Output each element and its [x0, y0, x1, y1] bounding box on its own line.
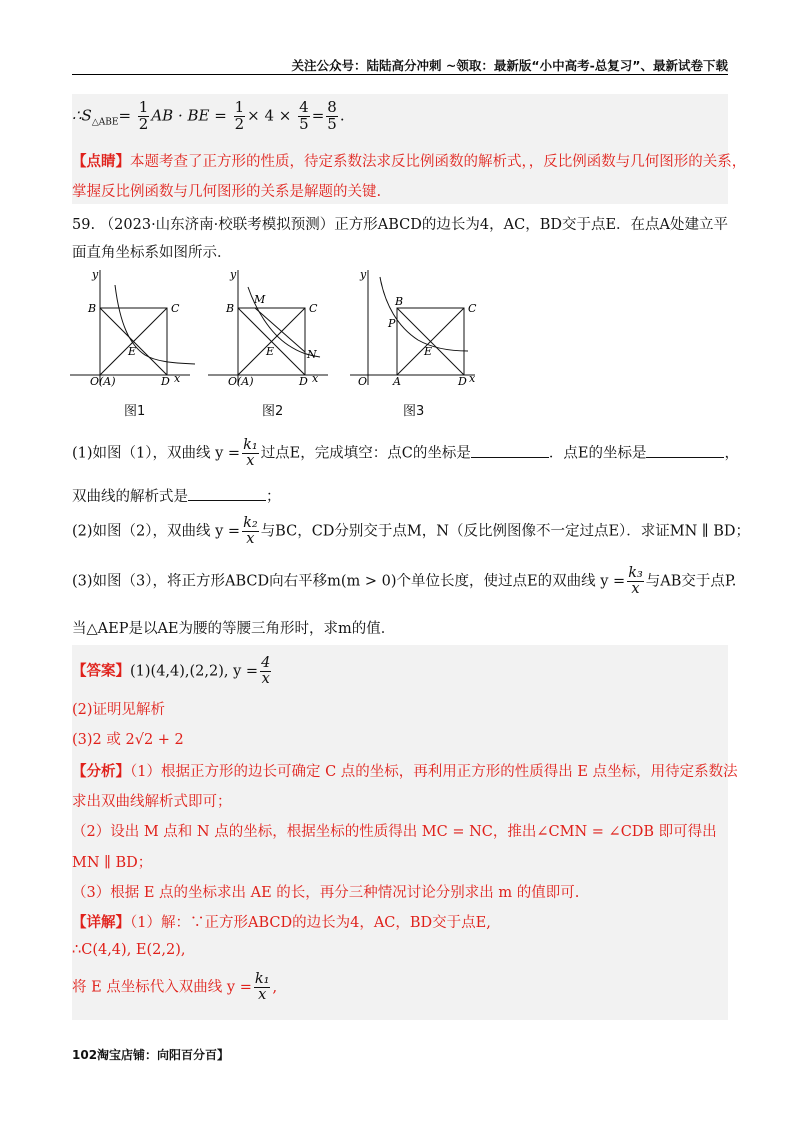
analysis-2b: MN ∥ BD；: [72, 855, 153, 871]
answer-2: (2)证明见解析: [72, 702, 166, 718]
fig1-label-c: C: [171, 302, 180, 315]
question-1-continued: 双曲线的解析式是 ；: [72, 485, 281, 506]
analysis-1b: 求出双曲线解析式即可；: [72, 794, 232, 810]
fig3-label-p: P: [388, 317, 396, 330]
answer-1: 【答案】(1)(4,4),(2,2), y = $\frac{4}{x}$: [72, 655, 271, 688]
answer-3: (3)2 或 2√2 + 2: [72, 732, 184, 748]
analysis-3: （3）根据 E 点的坐标求出 AE 的长，再分三种情况讨论分别求出 m 的值即可.: [72, 885, 580, 901]
figure-3: [350, 265, 480, 390]
problem-line-2: 面直角坐标系如图所示．: [72, 245, 232, 261]
blank-hyperbola-expression[interactable]: [188, 486, 266, 501]
fig2-label-oa: O(A): [228, 375, 254, 388]
fig1-label-x: x: [174, 372, 181, 385]
analysis-1a: 【分析】（1）根据正方形的边长可确定 C 点的坐标，再利用正方形的性质得出 E 点坐标，用待定系数法: [72, 763, 738, 780]
question-1: (1)如图（1），双曲线 y = $\frac{\text{k₁}}{x}$ 过点E，完成填空：点C的坐标是 ．点E的坐标是 ，: [72, 437, 739, 470]
fig1-label-y: y: [92, 268, 99, 281]
figure-2: [208, 265, 338, 390]
fig2-label-x: x: [312, 372, 319, 385]
caption-fig-1: 图1: [124, 404, 146, 419]
caption-fig-2: 图2: [262, 404, 284, 419]
comment-line-2: 掌握反比例函数与几何图形的关系是解题的关键.: [72, 184, 382, 200]
area-formula: $\therefore S_{\triangle ABE}=$ $\frac{1}{2}$ AB · BE = $\frac{1}{2}$ × 4 × $\frac{4}{5}$ = $\frac{8}{5}$ .: [72, 98, 345, 133]
question-3: (3)如图（3），将正方形ABCD向右平移m(m > 0)个单位长度，使过点E的双曲线 y = $\frac{\text{k₃}}{x}$ 与AB交于点P.: [72, 565, 737, 598]
caption-fig-3: 图3: [403, 404, 425, 419]
detail-3: 将 E 点坐标代入双曲线 y = $\frac{\text{k₁}}{x}$ ,: [72, 971, 278, 1004]
fig1-label-d: D: [161, 375, 170, 388]
question-3-continued: 当△AEP是以AE为腰的等腰三角形时，求m的值．: [72, 621, 396, 637]
fig1-label-e: E: [128, 345, 137, 358]
fig1-label-oa: O(A): [90, 375, 116, 388]
detail-1: 【详解】（1）解：∵正方形ABCD的边长为4，AC，BD交于点E,: [72, 914, 491, 931]
fig3-label-b: B: [395, 295, 404, 308]
blank-e-coordinate[interactable]: [646, 443, 724, 458]
question-2: (2)如图（2），双曲线 y = $\frac{\text{k₂}}{x}$ 与BC，CD分别交于点M，N（反比例图像不一定过点E）．求证MN ∥ BD；: [72, 515, 751, 548]
fig3-label-y: y: [360, 268, 367, 281]
header-text: 关注公众号：陆陆高分冲刺 ~领取：最新版“小中高考-总复习”、最新试卷下载: [291, 58, 728, 73]
fig2-label-b: B: [226, 302, 235, 315]
fig2-label-e: E: [266, 345, 275, 358]
fig2-label-d: D: [299, 375, 308, 388]
comment-line-1: 【点睛】本题考查了正方形的性质，待定系数法求反比例函数的解析式，，反比例函数与几何图形的关系，: [72, 153, 747, 170]
fig3-label-x: x: [469, 372, 476, 385]
fig1-label-b: B: [88, 302, 97, 315]
fig3-label-d: D: [458, 375, 467, 388]
page-footer: 102淘宝店铺：向阳百分百】: [72, 1048, 230, 1062]
fig2-label-n: N: [307, 348, 317, 361]
page-header: [72, 56, 728, 75]
fig2-label-m: M: [254, 293, 266, 306]
fig2-label-c: C: [309, 302, 318, 315]
fig3-label-a: A: [393, 375, 401, 388]
detail-2: ∴C(4,4), E(2,2),: [72, 942, 186, 958]
analysis-2a: （2）设出 M 点和 N 点的坐标，根据坐标的性质得出 MC = NC，推出∠CMN = ∠CDB 即可得出: [72, 824, 717, 840]
problem-line-1: 59. （2023·山东济南·校联考模拟预测）正方形ABCD的边长为4，AC，BD交于点E．在点A处建立平: [72, 217, 729, 233]
fig2-label-y: y: [230, 268, 237, 281]
fig3-label-e: E: [424, 345, 433, 358]
blank-c-coordinate[interactable]: [471, 443, 549, 458]
figure-1: [70, 265, 200, 390]
fig3-label-c: C: [468, 302, 477, 315]
fig3-label-o: O: [358, 375, 368, 388]
